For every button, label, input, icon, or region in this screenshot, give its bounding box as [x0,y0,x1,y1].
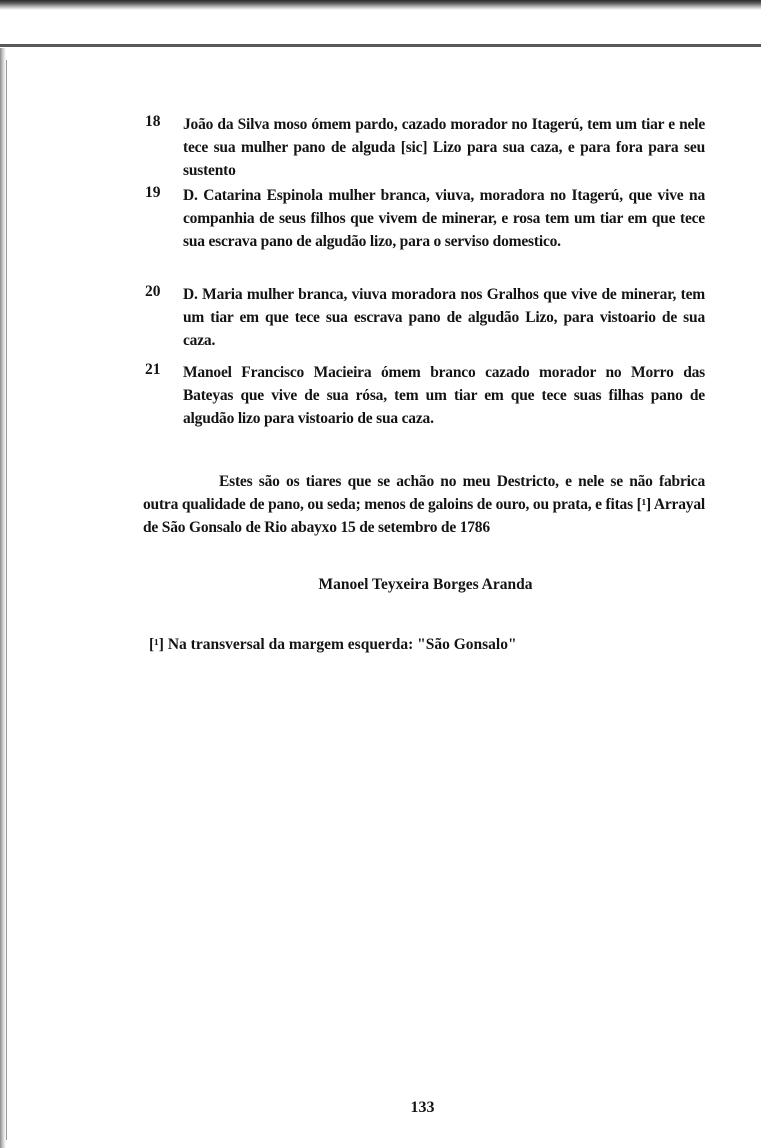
entry-number: 21 [145,361,161,378]
entry-text: D. Catarina Espinola mulher branca, viuva, moradora no Itagerú, que vive na companhia de seus filhos que vivem de minerar, e rosa tem um tiar em que tece sua escrava pano de algudão lizo, para o serviso domestico. [183,187,705,250]
entry-number: 20 [145,283,161,300]
page-number: 133 [410,1099,435,1116]
entry-number: 19 [145,184,161,201]
closing-paragraph: Estes são os tiares que se achão no meu Destricto, e nele se não fabrica outra qualidade de pano, ou seda; menos de galoins de ouro, ou prata, e fitas [¹] Arrayal de São Gonsalo de Rio abayxo 15 de setembro de 1786 [143,473,705,536]
signature: Manoel Teyxeira Borges Aranda [318,576,533,593]
entry-text: D. Maria mulher branca, viuva moradora nos Gralhos que vive de minerar, tem um tiar em que tece sua escrava pano de algudão Lizo, para vistoario de sua caza. [183,286,705,349]
footnote: [¹] Na transversal da margem esquerda: "São Gonsalo" [149,636,517,653]
entry-20 [145,283,705,352]
entry-number: 18 [145,113,161,130]
entry-text: João da Silva moso ómem pardo, cazado morador no Itagerú, tem um tiar e nele tece sua mulher pano de alguda [sic] Lizo para sua caza, e para fora para seu sustento [183,116,705,179]
entry-19 [145,184,705,253]
entry-18 [145,113,705,182]
entry-21 [145,361,705,430]
entry-text: Manoel Francisco Macieira ómem branco cazado morador no Morro das Bateyas que vive de sua rósa, tem um tiar em que tece suas filhas pano de algudão lizo para vistoario de sua caza. [183,364,705,427]
